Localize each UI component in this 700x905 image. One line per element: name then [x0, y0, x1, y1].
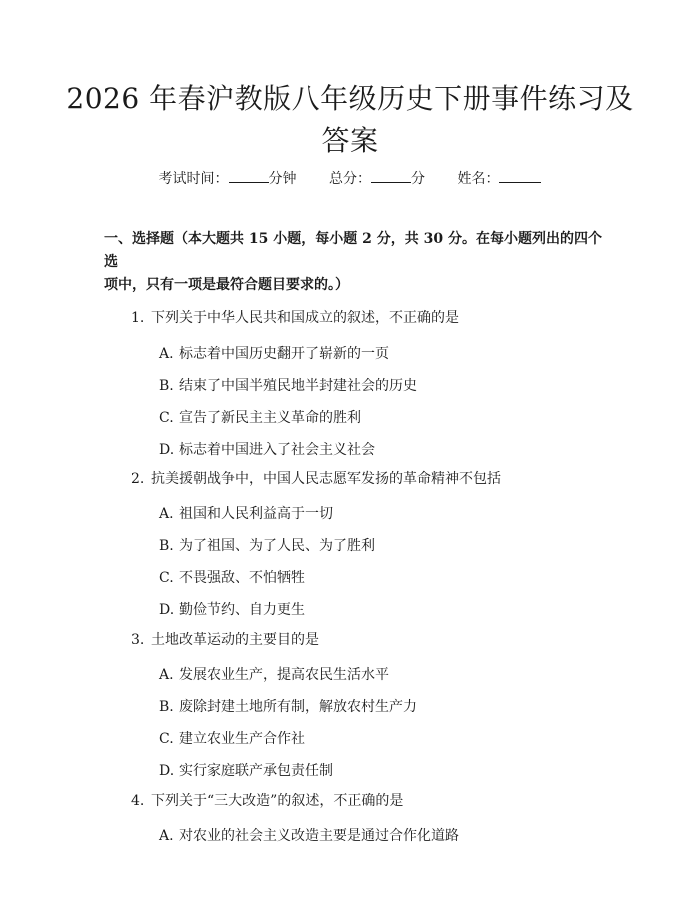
option-text: 建立农业生产合作社	[179, 731, 305, 747]
option-letter: C.	[159, 731, 174, 747]
option-text: 结束了中国半殖民地半封建社会的历史	[179, 378, 417, 394]
total-score-unit: 分	[411, 171, 425, 187]
option-letter: A.	[159, 667, 174, 683]
question-stem	[131, 791, 403, 811]
option-text: 实行家庭联产承包责任制	[179, 763, 333, 779]
exam-time-unit: 分钟	[268, 171, 297, 187]
question-number: 1.	[131, 310, 145, 326]
title-line-2: 答案	[321, 124, 379, 157]
question-number: 4.	[131, 793, 145, 809]
option-letter: D.	[159, 763, 175, 779]
option-text: 对农业的社会主义改造主要是通过合作化道路	[179, 828, 459, 844]
total-score-label: 总分：	[329, 171, 371, 187]
page-title	[60, 78, 640, 162]
option-letter: D.	[159, 442, 175, 458]
answer-option	[159, 376, 417, 396]
answer-option	[159, 408, 361, 428]
section-heading-line-1: 一、选择题（本大题共 15 小题，每小题 2 分，共 30 分。在每小题列出的四个选	[104, 231, 602, 270]
answer-option	[159, 568, 305, 588]
total-score-field	[329, 168, 425, 189]
option-text: 废除封建土地所有制，解放农村生产力	[179, 699, 417, 715]
question-text: 抗美援朝战争中，中国人民志愿军发扬的革命精神不包括	[151, 471, 501, 487]
answer-option	[159, 761, 333, 781]
option-letter: B.	[159, 538, 174, 554]
option-text: 宣告了新民主主义革命的胜利	[179, 410, 361, 426]
section-heading	[104, 228, 604, 297]
option-text: 祖国和人民利益高于一切	[179, 506, 333, 522]
option-text: 为了祖国、为了人民、为了胜利	[179, 538, 375, 554]
answer-option	[159, 665, 389, 685]
question-text: 下列关于“三大改造”的叙述，不正确的是	[151, 793, 404, 809]
total-score-blank	[371, 168, 411, 183]
question-text: 土地改革运动的主要目的是	[151, 632, 319, 648]
option-text: 标志着中国进入了社会主义社会	[179, 442, 375, 458]
answer-option	[159, 536, 375, 556]
answer-option	[159, 697, 417, 717]
option-letter: D.	[159, 602, 175, 618]
section-heading-line-2: 项中，只有一项是最符合题目要求的。）	[104, 277, 349, 293]
exam-time-blank	[229, 168, 269, 183]
title-line-1: 2026 年春沪教版八年级历史下册事件练习及	[66, 82, 634, 115]
question-stem	[131, 630, 319, 650]
option-text: 发展农业生产，提高农民生活水平	[179, 667, 389, 683]
option-letter: A.	[159, 828, 174, 844]
option-letter: C.	[159, 410, 174, 426]
question-number: 2.	[131, 471, 145, 487]
option-text: 勤俭节约、自力更生	[179, 602, 305, 618]
answer-option	[159, 344, 389, 364]
exam-time-field	[159, 168, 297, 189]
question-stem	[131, 308, 459, 328]
option-letter: A.	[159, 506, 174, 522]
question-number: 3.	[131, 632, 145, 648]
answer-option	[159, 729, 305, 749]
answer-option	[159, 826, 459, 846]
answer-option	[159, 600, 305, 620]
name-blank	[499, 168, 541, 183]
question-text: 下列关于中华人民共和国成立的叙述，不正确的是	[151, 310, 459, 326]
answer-option	[159, 504, 333, 524]
option-letter: C.	[159, 570, 174, 586]
exam-info-line	[0, 168, 700, 189]
answer-option	[159, 440, 375, 460]
option-text: 标志着中国历史翻开了崭新的一页	[179, 346, 389, 362]
exam-time-label: 考试时间：	[158, 171, 229, 187]
option-letter: B.	[159, 699, 174, 715]
option-letter: B.	[159, 378, 174, 394]
option-text: 不畏强敌、不怕牺牲	[179, 570, 305, 586]
question-stem	[131, 469, 501, 489]
option-letter: A.	[159, 346, 174, 362]
name-field	[457, 168, 541, 189]
name-label: 姓名：	[457, 171, 500, 187]
